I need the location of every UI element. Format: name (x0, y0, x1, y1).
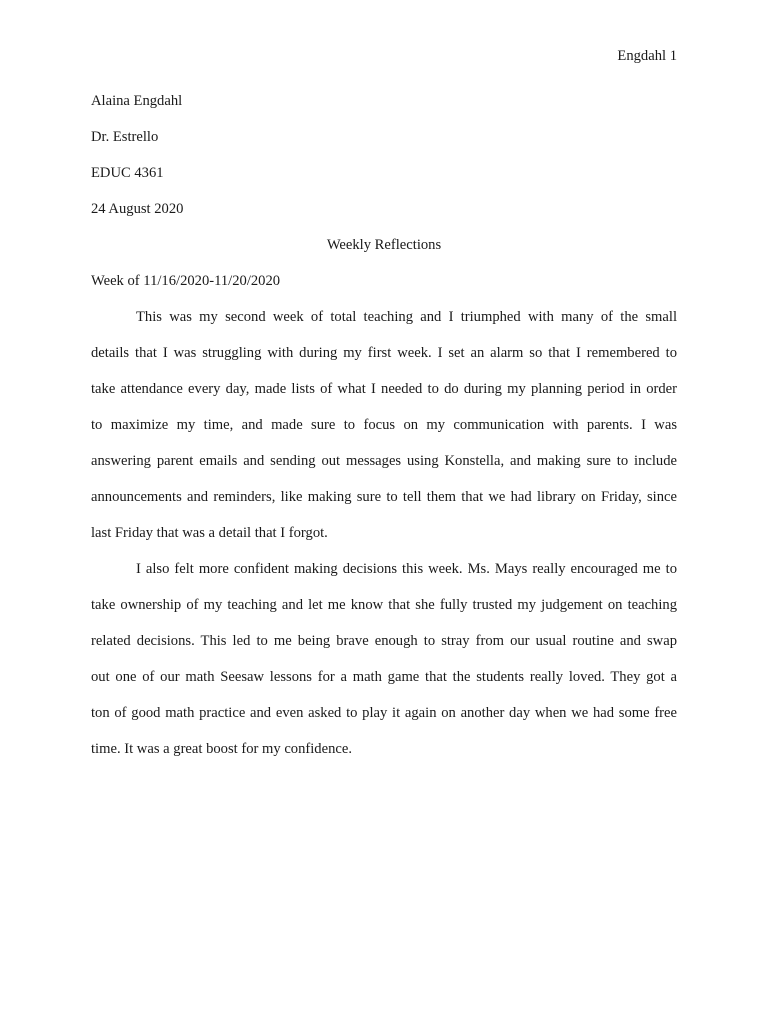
paragraph-1 (91, 307, 677, 559)
paragraph-2 (91, 559, 677, 775)
paragraph-line: details that I was struggling with during my first week. I set an alarm so that I remembered to (91, 345, 677, 361)
paragraph-line: to maximize my time, and made sure to focus on my communication with parents. I was (91, 417, 677, 433)
course-code: EDUC 4361 (91, 165, 164, 181)
paragraph-line: time. It was a great boost for my confidence. (91, 741, 352, 757)
document-body (91, 307, 677, 775)
document-title: Weekly Reflections (326, 237, 442, 253)
paragraph-line: ton of good math practice and even asked to play it again on another day when we had some free (91, 705, 677, 721)
heading-block (91, 91, 677, 307)
paragraph-line: take ownership of my teaching and let me know that she fully trusted my judgement on teaching (91, 597, 677, 613)
paragraph-line: I also felt more confident making decisions this week. Ms. Mays really encouraged me to (136, 561, 677, 577)
paragraph-line: This was my second week of total teaching and I triumphed with many of the small (136, 309, 677, 325)
paragraph-line: out one of our math Seesaw lessons for a math game that the students really loved. They got a (91, 669, 677, 685)
paragraph-line: last Friday that was a detail that I forgot. (91, 525, 328, 541)
week-label: Week of 11/16/2020-11/20/2020 (91, 273, 281, 289)
running-header: Engdahl 1 (617, 48, 677, 64)
paragraph-line: answering parent emails and sending out messages using Konstella, and making sure to include (91, 453, 677, 469)
instructor-name: Dr. Estrello (91, 129, 159, 145)
document-date: 24 August 2020 (91, 201, 184, 217)
paragraph-line: announcements and reminders, like making sure to tell them that we had library on Friday, since (91, 489, 677, 505)
paragraph-line: related decisions. This led to me being brave enough to stray from our usual routine and swap (91, 633, 677, 649)
student-name: Alaina Engdahl (91, 93, 183, 109)
paragraph-line: take attendance every day, made lists of what I needed to do during my planning period in order (91, 381, 677, 397)
